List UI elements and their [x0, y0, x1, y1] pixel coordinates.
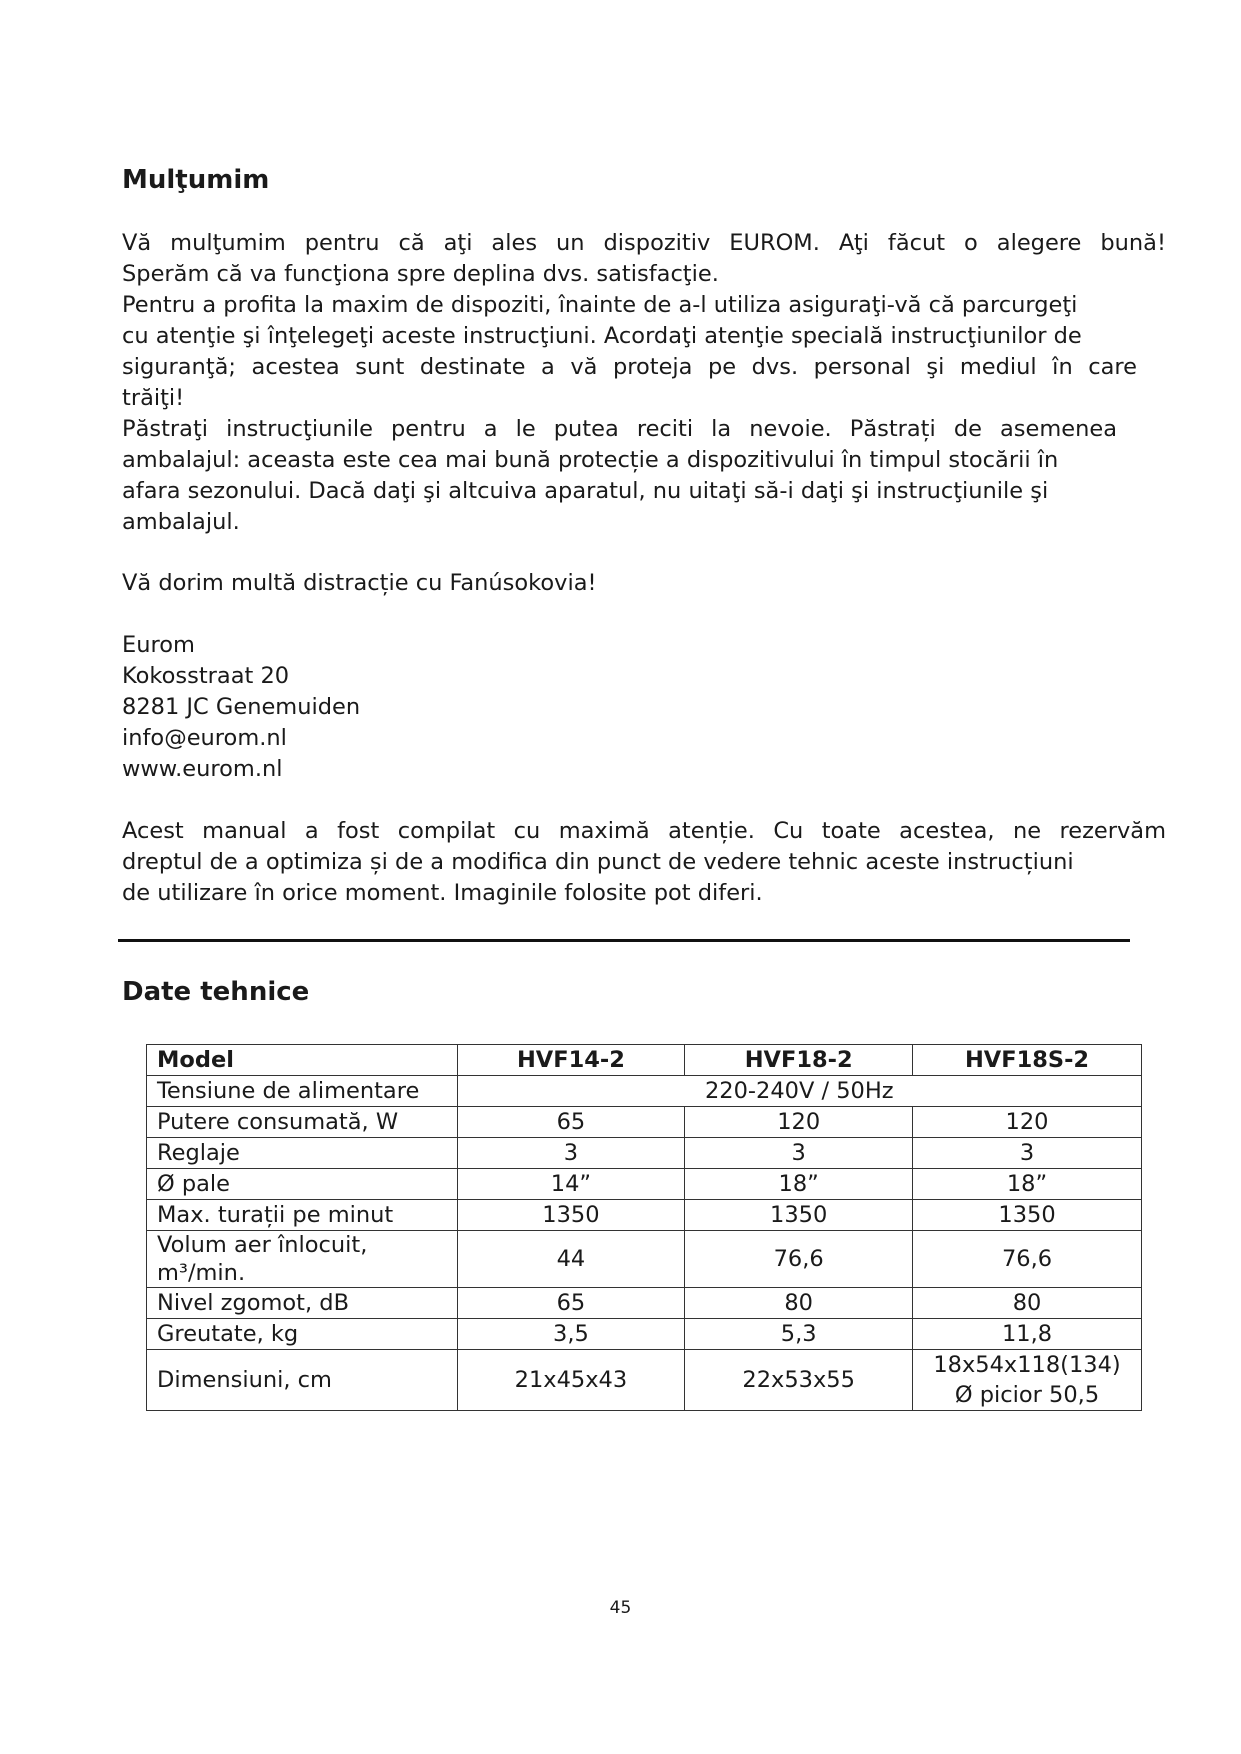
tech-title: Date tehnice [122, 977, 310, 1007]
intro-line: ambalajul: aceasta este cea mai bună protecție a dispozitivului în timpul stocării în [122, 447, 1059, 473]
intro-line: Pentru a profita la maxim de dispoziti, înainte de a-l utiliza asiguraţi-vă că parcurgeţi [122, 292, 1078, 318]
table-cell [913, 1350, 1142, 1411]
row-label: Greutate, kg [147, 1319, 458, 1350]
table-cell: 21x45x43 [457, 1350, 685, 1411]
table-cell: 3 [913, 1138, 1142, 1169]
header-cell: HVF14-2 [457, 1045, 685, 1076]
table-cell: 80 [913, 1288, 1142, 1319]
row-label: Putere consumată, W [147, 1107, 458, 1138]
table-cell: 11,8 [913, 1319, 1142, 1350]
intro-line: trăiţi! [122, 385, 185, 411]
intro-line: Păstraţi instrucţiunile pentru a le putea reciti la nevoie. Păstrați de asemenea [122, 416, 1117, 442]
intro-line: cu atenţie şi înţelegeţi aceste instrucţiuni. Acordaţi atenţie specială instrucţiunilor de [122, 323, 1082, 349]
disclaimer-line: de utilizare în orice moment. Imaginile folosite pot diferi. [122, 880, 763, 906]
table-cell: 3,5 [457, 1319, 685, 1350]
table-cell: 80 [685, 1288, 913, 1319]
intro-line: afara sezonului. Dacă daţi şi altcuiva aparatul, nu uitaţi să-i daţi şi instrucţiunile şi [122, 478, 1049, 504]
email-link[interactable]: info@eurom.nl [122, 725, 287, 751]
disclaimer-line: dreptul de a optimiza și de a modifica din punct de vedere tehnic aceste instrucțiuni [122, 849, 1074, 875]
table-cell: 76,6 [685, 1231, 913, 1288]
section-divider [118, 939, 1130, 942]
table-cell: 65 [457, 1288, 685, 1319]
disclaimer-paragraph [122, 816, 1166, 909]
table-cell: 44 [457, 1231, 685, 1288]
table-row [147, 1169, 1142, 1200]
header-cell: HVF18-2 [685, 1045, 913, 1076]
table-cell: 18” [913, 1169, 1142, 1200]
table-cell: 3 [457, 1138, 685, 1169]
table-row [147, 1231, 1142, 1288]
disclaimer-line: Acest manual a fost compilat cu maximă atenție. Cu toate acestea, ne rezervăm [122, 818, 1166, 844]
page-number: 45 [609, 1598, 632, 1618]
spec-rows [147, 1107, 1142, 1350]
intro-line: ambalajul. [122, 509, 240, 535]
table-row [147, 1350, 1142, 1411]
table-cell: 220-240V / 50Hz [457, 1076, 1141, 1107]
table-cell: 120 [913, 1107, 1142, 1138]
table-row [147, 1288, 1142, 1319]
table-cell: 1350 [457, 1200, 685, 1231]
table-cell: 76,6 [913, 1231, 1142, 1288]
cell-line: 18x54x118(134) [933, 1352, 1121, 1378]
row-label: Dimensiuni, cm [147, 1350, 458, 1411]
table-cell: 18” [685, 1169, 913, 1200]
intro-line: Vă mulţumim pentru că aţi ales un dispozitiv EUROM. Aţi făcut o alegere bună! [122, 230, 1166, 256]
street-address: Kokosstraat 20 [122, 663, 290, 689]
table-cell: 22x53x55 [685, 1350, 913, 1411]
website-link[interactable]: www.eurom.nl [122, 756, 283, 782]
intro-line: siguranţă; acestea sunt destinate a vă proteja pe dvs. personal şi mediul în care [122, 354, 1137, 380]
tech-specs-table [146, 1044, 1142, 1411]
table-header-row [147, 1045, 1142, 1076]
company-name: Eurom [122, 632, 195, 658]
company-address [122, 630, 1166, 785]
intro-paragraph [122, 228, 1166, 538]
table-cell: 65 [457, 1107, 685, 1138]
table-row [147, 1200, 1142, 1231]
table-cell: 1350 [913, 1200, 1142, 1231]
table-row [147, 1319, 1142, 1350]
table-row [147, 1076, 1142, 1107]
table-cell: 3 [685, 1138, 913, 1169]
city-address: 8281 JC Genemuiden [122, 694, 361, 720]
row-label: Max. turații pe minut [147, 1200, 458, 1231]
row-label: Ø pale [147, 1169, 458, 1200]
cell-line: Ø picior 50,5 [954, 1382, 1100, 1408]
intro-line: Sperăm că va funcţiona spre deplina dvs. satisfacţie. [122, 261, 719, 287]
row-label: Reglaje [147, 1138, 458, 1169]
table-cell: 5,3 [685, 1319, 913, 1350]
table-cell: 120 [685, 1107, 913, 1138]
wish-text: Vă dorim multă distracție cu Fanúsokovia! [122, 570, 597, 596]
table-cell: 1350 [685, 1200, 913, 1231]
thanks-title: Mulţumim [122, 165, 270, 195]
row-label: Nivel zgomot, dB [147, 1288, 458, 1319]
row-label: Tensiune de alimentare [147, 1076, 458, 1107]
table-cell: 14” [457, 1169, 685, 1200]
table-row [147, 1138, 1142, 1169]
row-label: Volum aer înlocuit, m³/min. [147, 1231, 458, 1288]
header-cell: HVF18S-2 [913, 1045, 1142, 1076]
header-cell: Model [147, 1045, 458, 1076]
table-row [147, 1107, 1142, 1138]
